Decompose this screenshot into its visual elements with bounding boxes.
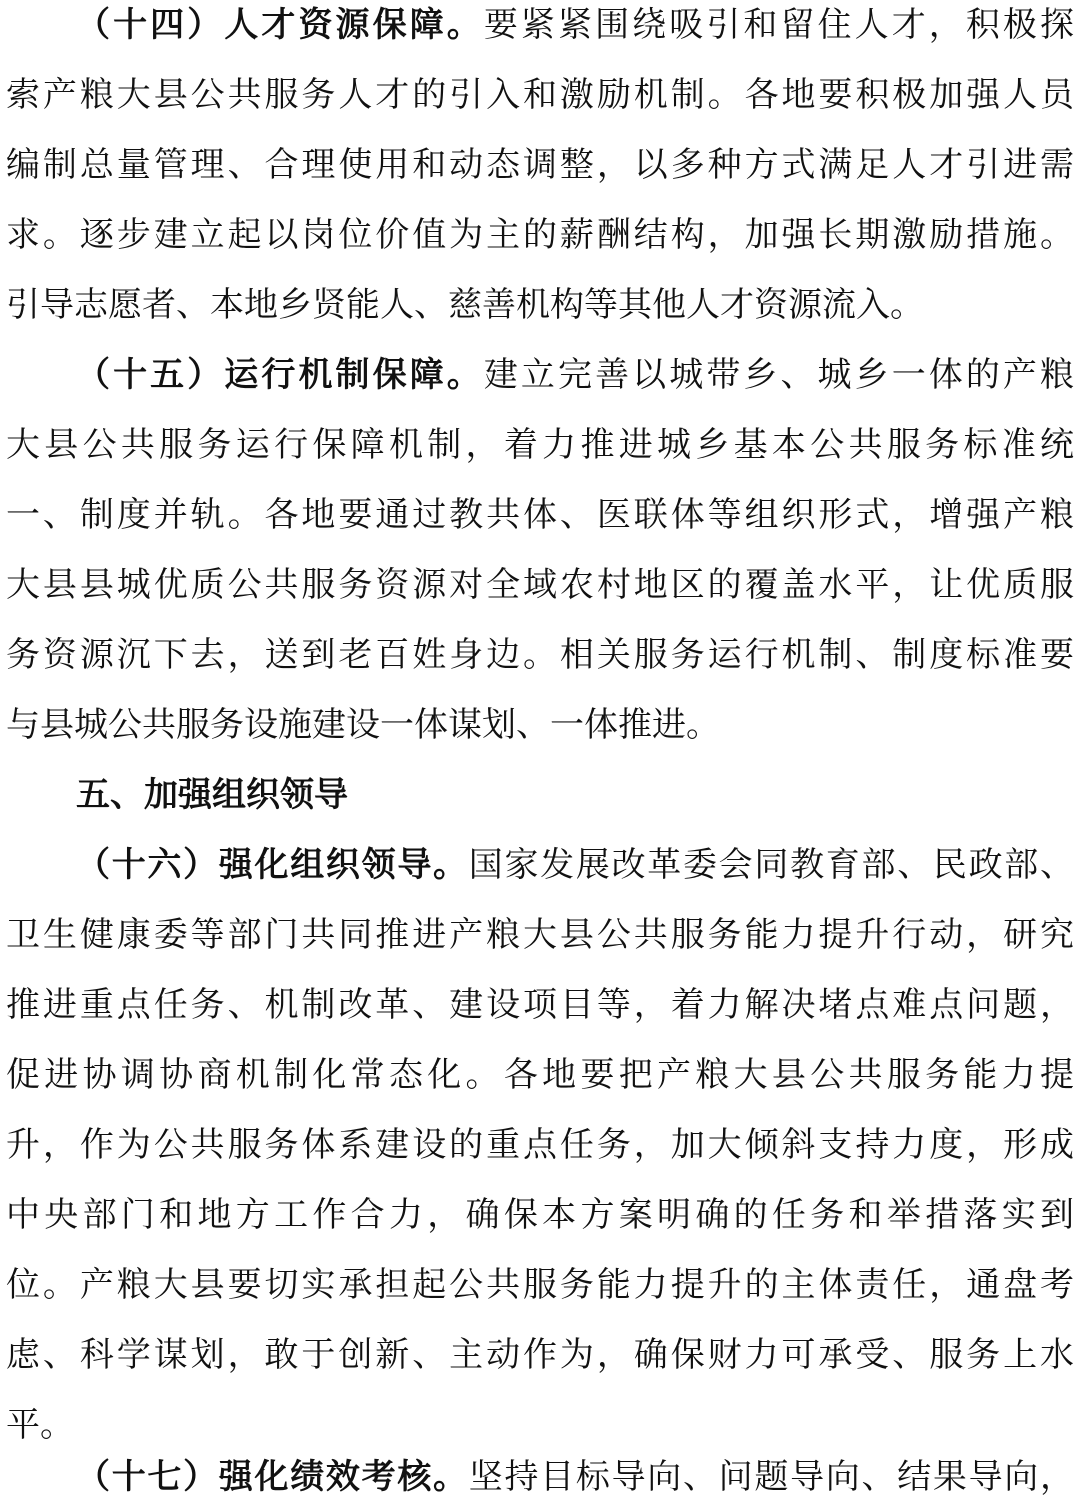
paragraph-16-line-1-text: 国家发展改革委会同教育部、民政部、 [468, 845, 1074, 885]
paragraph-16-line-6: 中央部门和地方工作合力，确保本方案明确的任务和举措落实到 [6, 1195, 1074, 1235]
section-heading-5: 五、加强组织领导 [76, 775, 348, 815]
paragraph-16-line-1 [76, 830, 1074, 900]
paragraph-16-line-3: 推进重点任务、机制改革、建设项目等，着力解决堵点难点问题， [6, 985, 1074, 1025]
paragraph-15-line-1-text: 建立完善以城带乡、城乡一体的产粮 [483, 355, 1074, 395]
paragraph-14-lead: （十四）人才资源保障。 [76, 5, 484, 45]
paragraph-15-line-1 [76, 340, 1074, 410]
paragraph-14-line-1-text: 要紧紧围绕吸引和留住人才，积极探 [483, 5, 1074, 45]
paragraph-15-line-4: 大县县城优质公共服务资源对全域农村地区的覆盖水平，让优质服 [6, 565, 1074, 605]
paragraph-16-line-2: 卫生健康委等部门共同推进产粮大县公共服务能力提升行动，研究 [6, 915, 1074, 955]
paragraph-14-line-3: 编制总量管理、合理使用和动态调整，以多种方式满足人才引进需 [6, 145, 1074, 185]
paragraph-17-line-1 [76, 1442, 1074, 1512]
paragraph-16-line-8: 虑、科学谋划，敢于创新、主动作为，确保财力可承受、服务上水 [6, 1335, 1074, 1375]
paragraph-15-line-5: 务资源沉下去，送到老百姓身边。相关服务运行机制、制度标准要 [6, 635, 1074, 675]
paragraph-17-lead: （十七）强化绩效考核。 [76, 1457, 469, 1497]
paragraph-16-line-5: 升，作为公共服务体系建设的重点任务，加大倾斜支持力度，形成 [6, 1125, 1074, 1165]
paragraph-16-line-9: 平。 [6, 1405, 74, 1445]
paragraph-15-line-6: 与县城公共服务设施建设一体谋划、一体推进。 [6, 705, 720, 745]
paragraph-16-line-4: 促进协调协商机制化常态化。各地要把产粮大县公共服务能力提 [6, 1055, 1074, 1095]
paragraph-14-line-1 [76, 0, 1074, 60]
paragraph-17-line-1-text: 坚持目标导向、问题导向、结果导向， [468, 1457, 1074, 1497]
paragraph-14-line-4: 求。逐步建立起以岗位价值为主的薪酬结构，加强长期激励措施。 [6, 215, 1074, 255]
paragraph-16-line-7: 位。产粮大县要切实承担起公共服务能力提升的主体责任，通盘考 [6, 1265, 1074, 1305]
paragraph-15-line-2: 大县公共服务运行保障机制，着力推进城乡基本公共服务标准统 [6, 425, 1074, 465]
paragraph-14-line-2: 索产粮大县公共服务人才的引入和激励机制。各地要积极加强人员 [6, 75, 1074, 115]
paragraph-15-line-3: 一、制度并轨。各地要通过教共体、医联体等组织形式，增强产粮 [6, 495, 1074, 535]
paragraph-15-lead: （十五）运行机制保障。 [76, 355, 484, 395]
paragraph-16-lead: （十六）强化组织领导。 [76, 845, 469, 885]
paragraph-14-line-5: 引导志愿者、本地乡贤能人、慈善机构等其他人才资源流入。 [6, 285, 924, 325]
